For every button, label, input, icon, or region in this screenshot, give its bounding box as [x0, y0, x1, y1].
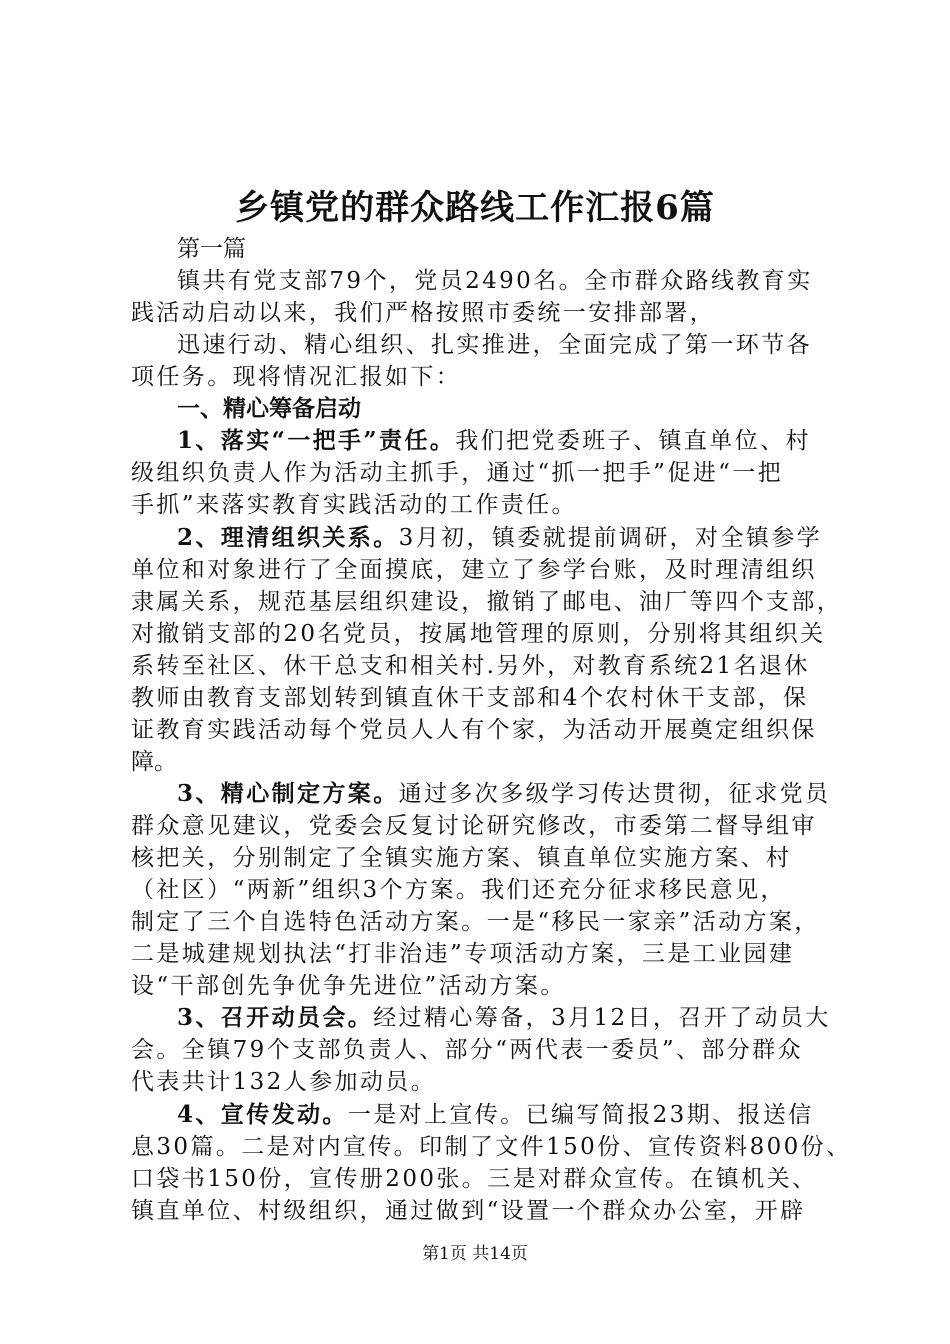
text-line: 镇共有党支部79个，党员2490名。全市群众路线教育实 — [177, 268, 813, 294]
section-heading — [131, 393, 831, 425]
text-line: 设“干部创先争优争先进位”活动方案。 — [131, 973, 566, 999]
paragraph-lead: 3、精心制定方案。 — [177, 780, 399, 807]
paragraph-first-line — [131, 522, 831, 554]
paragraph-lead: 2、理清组织关系。 — [177, 523, 399, 551]
text-line: 级组织负责人作为活动主抓手，通过“抓一把手”促进“一把 — [131, 460, 784, 486]
paragraph-first-line — [131, 425, 831, 457]
document-title: 乡镇党的群众路线工作汇报6篇 — [235, 188, 715, 228]
text-line: 口袋书150份，宣传册200张。三是对群众宣传。在镇机关、 — [131, 1165, 818, 1192]
paragraph-text: 一是对上宣传。已编写简报23期、报送信 — [347, 1101, 814, 1128]
text-line: 手抓”来落实教育实践活动的工作责任。 — [131, 492, 577, 518]
paragraph-text: 3月初，镇委就提前调研，对全镇参学 — [398, 524, 823, 551]
text-line: 对撤销支部的20名党员，按属地管理的原则，分别将其组织关 — [131, 620, 826, 647]
page-footer: 第1页 共14页 — [422, 1244, 528, 1264]
document-body — [131, 233, 852, 1227]
text-line: 教师由教育支部划转到镇直休干支部和4个农村休干支部，保 — [131, 684, 809, 711]
text-line: 会。全镇79个支部负责人、部分“两代表一委员”、部分群众 — [131, 1037, 803, 1063]
paragraph-first-line — [131, 778, 831, 810]
text-line: 核把关，分别制定了全镇实施方案、镇直单位实施方案、村 — [131, 845, 792, 871]
text-line: 践活动启动以来，我们严格按照市委统一安排部署， — [131, 300, 716, 326]
text-line: 制定了三个自选特色活动方案。一是“移民一家亲”活动方案， — [131, 909, 820, 935]
text-line: 隶属关系，规范基层组织建设，撤销了邮电、油厂等四个支部， — [131, 588, 843, 615]
text-line: 系转至社区、休干总支和相关村.另外，对教育系统21名退休 — [131, 652, 810, 679]
text-line: 项任务。现将情况汇报如下： — [131, 364, 462, 390]
text-line: 群众意见建议，党委会反复讨论研究修改，市委第二督导组审 — [131, 813, 817, 839]
paragraph-text: 经过精心筹备，3月12日，召开了动员大 — [373, 1005, 831, 1031]
text-line: 镇直单位、村级组织，通过做到“设置一个群众办公室，开辟 — [131, 1197, 806, 1224]
heading-text: 一、精心筹备启动 — [177, 395, 361, 422]
paragraph-text: 通过多次多级学习传达贯彻，征求党员 — [398, 781, 831, 807]
paragraph-lead: 3、召开动员会。 — [177, 1004, 374, 1031]
paragraph-lead: 1、落实“一把手”责任。 — [177, 427, 456, 454]
paragraph-first-line — [131, 1002, 831, 1034]
text-line: （社区）“两新”组织3个方案。我们还充分征求移民意见， — [131, 877, 786, 903]
section-label: 第一篇 — [177, 236, 246, 262]
paragraph-first-line — [131, 1099, 831, 1131]
paragraph-text: 我们把党委班子、镇直单位、村 — [455, 428, 811, 454]
text-line: 单位和对象进行了全面摸底，建立了参学台账，及时理清组织 — [131, 556, 817, 583]
text-line: 二是城建规划执法“打非治违”专项活动方案，三是工业园建 — [131, 941, 795, 967]
text-line: 代表共计132人参加动员。 — [131, 1069, 437, 1095]
text-line: 息30篇。二是对内宣传。印制了文件150份、宣传资料800份、 — [131, 1133, 852, 1160]
text-line: 证教育实践活动每个党员人人有个家，为活动开展奠定组织保 — [131, 716, 817, 743]
text-line: 迅速行动、精心组织、扎实推进，全面完成了第一环节各 — [177, 332, 812, 358]
paragraph-lead: 4、宣传发动。 — [177, 1100, 348, 1128]
text-line: 障。 — [131, 748, 177, 775]
